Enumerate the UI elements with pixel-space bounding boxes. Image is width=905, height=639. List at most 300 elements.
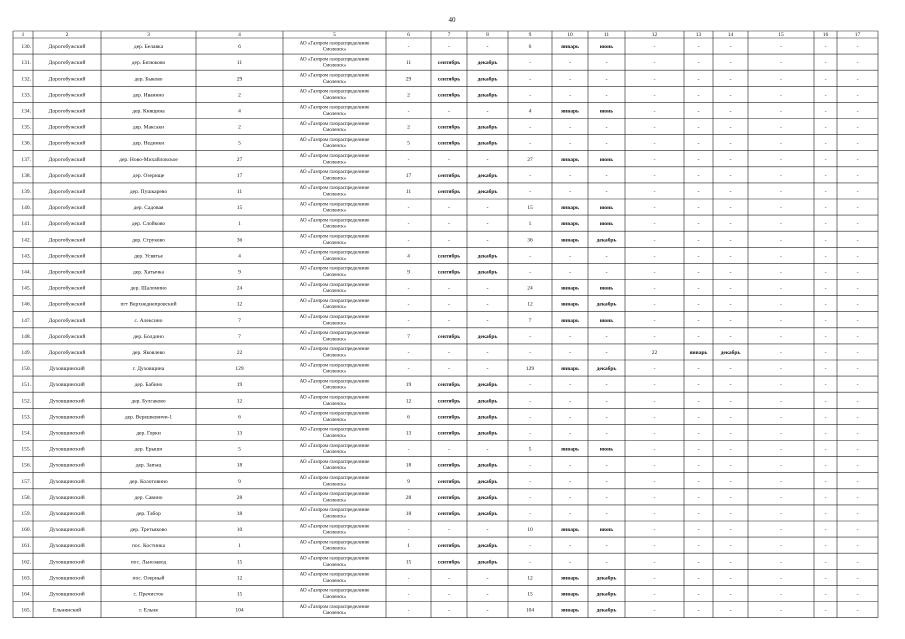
cell-c8: -	[486, 366, 489, 373]
org-name-line1: АО «Газпром газораспределение	[299, 443, 370, 449]
cell-c13: -	[697, 44, 700, 51]
cell-n: 160.	[21, 527, 31, 534]
cell-c8: декабрь	[477, 188, 498, 195]
cell-c14: -	[729, 188, 732, 195]
cell-place: г. Ельня	[139, 607, 158, 614]
cell-place: дер. Ново-Михайловское	[119, 156, 178, 163]
cell-n: 141.	[21, 221, 31, 228]
cell-c7: сентябрь	[437, 494, 461, 501]
cell-c10: -	[569, 253, 571, 260]
cell-c15: -	[780, 205, 782, 212]
cell-c11: -	[605, 60, 608, 67]
cell-c16: -	[824, 108, 827, 115]
cell-n: 146.	[21, 301, 31, 308]
cell-c10: январь	[561, 446, 579, 453]
org-name-line1: АО «Газпром газораспределение	[299, 524, 370, 530]
cell-c15: -	[780, 44, 782, 51]
table-row	[21, 396, 858, 407]
cell-c17: -	[856, 253, 859, 260]
table-row	[21, 492, 858, 503]
org-name-line1: АО «Газпром газораспределение	[299, 186, 370, 192]
cell-c10: январь	[561, 575, 579, 582]
cell-c17: -	[856, 108, 859, 115]
cell-c8: декабрь	[477, 543, 498, 550]
cell-place: дер. Заməц	[135, 462, 162, 469]
cell-c7: сентябрь	[437, 76, 461, 83]
cell-c8: декабрь	[477, 382, 498, 389]
table-row	[21, 186, 858, 197]
org-name-line1: АО «Газпром газораспределение	[299, 298, 370, 304]
cell-c10: -	[569, 60, 571, 67]
cell-place: дер. Ерыши	[134, 446, 163, 453]
cell-c11: -	[605, 140, 608, 147]
cell-district: Дорогобужский	[48, 172, 86, 179]
cell-c11: -	[605, 188, 608, 195]
cell-c16: -	[824, 591, 827, 598]
org-name-line1: АО «Газпром газораспределение	[299, 572, 370, 578]
cell-count: 9	[238, 478, 241, 485]
column-number: 6	[407, 32, 410, 39]
cell-c12: -	[653, 317, 656, 324]
cell-c13: -	[697, 559, 700, 566]
table-row	[21, 154, 858, 165]
cell-c17: -	[856, 430, 859, 437]
cell-c13: -	[697, 285, 700, 292]
table-row	[21, 267, 858, 278]
cell-c16: -	[824, 382, 827, 389]
cell-n: 149.	[21, 349, 31, 356]
cell-c16: -	[824, 253, 827, 260]
cell-count: 12	[236, 575, 243, 582]
cell-c9: -	[529, 543, 531, 550]
cell-c14: -	[729, 285, 732, 292]
cell-c14: -	[729, 543, 732, 550]
cell-district: Дорогобужский	[48, 108, 86, 115]
cell-c14: -	[729, 559, 732, 566]
cell-c11: -	[605, 124, 608, 131]
cell-place: дер. Хатычка	[133, 269, 164, 276]
cell-c14: -	[729, 269, 732, 276]
table-row	[21, 251, 858, 262]
cell-c15: -	[780, 414, 782, 421]
cell-count: 29	[236, 76, 243, 83]
cell-c8: -	[486, 285, 489, 292]
cell-c9: 129	[525, 366, 535, 373]
cell-c12: -	[653, 446, 656, 453]
org-name-line1: АО «Газпром газораспределение	[299, 202, 370, 208]
cell-c10: -	[569, 76, 571, 83]
column-number-header	[22, 32, 861, 38]
table-row	[21, 170, 858, 181]
column-number: 15	[778, 32, 784, 39]
cell-c14: -	[729, 575, 732, 582]
cell-c8: декабрь	[477, 510, 498, 517]
cell-district: Дорогобужский	[48, 237, 86, 244]
cell-place: пос. Костинка	[131, 543, 166, 550]
cell-c15: -	[780, 510, 782, 517]
org-name-line2: Смоленск»	[322, 530, 347, 536]
cell-c9: 6	[528, 44, 532, 51]
org-name-line2: Смоленск»	[322, 240, 347, 246]
cell-c9: 12	[527, 301, 533, 308]
org-name-line1: АО «Газпром газораспределение	[299, 540, 370, 546]
org-name-line2: Смоленск»	[322, 595, 347, 600]
cell-c9: 5	[528, 446, 532, 453]
cell-c11: -	[605, 543, 608, 550]
cell-c8: -	[486, 591, 489, 598]
cell-c17: -	[856, 382, 859, 389]
cell-c6: 12	[405, 398, 412, 405]
cell-c14: -	[729, 92, 732, 99]
cell-c9: 1	[528, 221, 532, 228]
cell-count: 4	[238, 253, 241, 260]
org-name-line2: Смоленск»	[322, 192, 347, 198]
cell-c16: -	[824, 124, 827, 131]
cell-district: Дорогобужский	[48, 205, 86, 212]
column-number: 14	[727, 32, 734, 39]
cell-c8: декабрь	[477, 269, 498, 276]
cell-c10: -	[569, 494, 571, 501]
cell-c7: сентябрь	[437, 253, 461, 260]
cell-n: 156.	[21, 462, 31, 469]
cell-district: Дорогобужский	[48, 60, 86, 67]
cell-c9: -	[529, 124, 531, 131]
column-number: 12	[651, 32, 658, 39]
cell-place: дер. Белавка	[133, 44, 164, 51]
cell-c13: январь	[689, 349, 708, 356]
cell-count: 15	[236, 591, 243, 598]
table-row	[21, 524, 858, 535]
cell-n: 138.	[21, 172, 31, 179]
cell-n: 153.	[21, 414, 31, 421]
cell-place: дер. Быково	[134, 76, 163, 83]
cell-place: дер. Слойково	[131, 221, 166, 228]
cell-count: 18	[236, 510, 243, 517]
cell-c6: 9	[407, 269, 410, 276]
cell-c8: декабрь	[477, 124, 498, 131]
cell-c9: -	[529, 60, 531, 67]
cell-c7: сентябрь	[437, 124, 461, 131]
cell-c7: -	[448, 591, 450, 598]
cell-c14: -	[729, 382, 732, 389]
cell-c8: декабрь	[477, 559, 498, 566]
cell-c12: -	[653, 253, 656, 260]
cell-c6: -	[407, 108, 410, 115]
cell-c12: -	[653, 430, 656, 437]
cell-c14: -	[729, 108, 732, 115]
cell-place: дер. Булгаково	[131, 398, 166, 405]
cell-c15: -	[780, 527, 782, 534]
cell-district: Дорогобужский	[48, 333, 86, 340]
table-row	[21, 605, 858, 616]
cell-c7: сентябрь	[437, 478, 461, 485]
cell-c12: -	[653, 591, 656, 598]
cell-c6: -	[407, 575, 410, 582]
cell-district: Духовщинский	[49, 510, 85, 517]
cell-count: 10	[236, 527, 243, 534]
cell-district: Духовщинский	[49, 398, 85, 405]
cell-c8: -	[486, 44, 489, 51]
cell-c17: -	[856, 188, 859, 195]
cell-c13: -	[697, 510, 700, 517]
cell-c17: -	[856, 446, 859, 453]
cell-c14: -	[729, 366, 732, 373]
cell-place: пос. Озерный	[132, 575, 165, 582]
cell-c15: -	[780, 494, 782, 501]
cell-c7: -	[448, 237, 450, 244]
cell-c7: -	[448, 527, 450, 534]
cell-count: 27	[236, 156, 243, 163]
org-name-line1: АО «Газпром газораспределение	[299, 459, 370, 465]
cell-district: Духовщинский	[49, 414, 85, 421]
cell-c13: -	[697, 462, 700, 469]
org-name-line2: Смоленск»	[322, 321, 347, 327]
cell-c13: -	[697, 156, 700, 163]
cell-c15: -	[780, 172, 782, 179]
cell-c16: -	[824, 172, 827, 179]
cell-c8: -	[486, 301, 489, 308]
cell-c14: -	[729, 414, 732, 421]
cell-c16: -	[824, 333, 827, 340]
cell-c14: -	[729, 398, 732, 405]
cell-c11: июнь	[599, 317, 614, 324]
org-name-line1: АО «Газпром газораспределение	[299, 492, 370, 498]
cell-c10: -	[569, 430, 571, 437]
cell-c14: -	[729, 430, 732, 437]
cell-c16: -	[824, 44, 827, 51]
cell-c15: -	[780, 591, 782, 598]
cell-c9: 15	[527, 205, 533, 212]
cell-c15: -	[780, 382, 782, 389]
column-number: 2	[65, 32, 69, 39]
cell-c7: сентябрь	[437, 543, 461, 550]
cell-c9: 27	[527, 156, 533, 163]
cell-place: с. Пречистое	[133, 591, 164, 598]
cell-c10: январь	[561, 221, 579, 228]
cell-c12: -	[653, 44, 656, 51]
cell-c11: -	[605, 414, 608, 421]
cell-c14: -	[729, 253, 732, 260]
cell-c11: июнь	[599, 44, 614, 51]
cell-c8: декабрь	[477, 60, 498, 67]
cell-c16: -	[824, 398, 827, 405]
cell-c7: -	[448, 349, 450, 356]
org-name-line1: АО «Газпром газораспределение	[299, 250, 370, 256]
cell-count: 36	[236, 237, 243, 244]
cell-c10: -	[569, 92, 571, 99]
cell-n: 152.	[21, 398, 31, 405]
cell-place: дер. Савино	[134, 494, 163, 501]
cell-c17: -	[856, 124, 859, 131]
cell-c16: -	[824, 76, 827, 83]
cell-c6: -	[407, 527, 410, 534]
cell-c10: -	[569, 188, 571, 195]
org-name-line2: Смоленск»	[322, 47, 347, 53]
cell-c6: -	[407, 205, 410, 212]
cell-c13: -	[697, 430, 700, 437]
cell-district: Духовщинский	[49, 494, 85, 501]
cell-c10: -	[569, 414, 571, 421]
cell-c15: -	[780, 349, 782, 356]
cell-c9: -	[529, 349, 531, 356]
cell-c9: -	[529, 559, 531, 566]
table-row	[21, 412, 858, 423]
cell-c11: -	[605, 76, 608, 83]
cell-c15: -	[780, 60, 782, 67]
cell-count: 12	[236, 301, 243, 308]
table-row	[21, 508, 858, 519]
cell-c7: -	[448, 575, 450, 582]
cell-c16: -	[824, 575, 827, 582]
cell-c13: -	[697, 575, 700, 582]
cell-c12: -	[653, 92, 656, 99]
cell-c9: 7	[528, 317, 532, 324]
cell-c11: декабрь	[596, 575, 617, 582]
org-name-line1: АО «Газпром газораспределение	[299, 105, 370, 111]
cell-place: дер. Усвятье	[134, 253, 163, 260]
cell-c10: январь	[561, 44, 579, 51]
cell-c7: сентябрь	[437, 333, 461, 340]
cell-c17: -	[856, 575, 859, 582]
cell-c13: -	[697, 382, 700, 389]
cell-n: 165.	[21, 607, 31, 614]
cell-c11: июнь	[599, 446, 614, 453]
cell-c9: 36	[527, 237, 533, 244]
cell-c11: июнь	[599, 221, 614, 228]
cell-c12: -	[653, 382, 656, 389]
cell-n: 164.	[21, 591, 31, 598]
cell-c17: -	[856, 285, 859, 292]
cell-district: Духовщинский	[49, 382, 85, 389]
cell-c17: -	[856, 172, 859, 179]
cell-c17: -	[856, 60, 859, 67]
cell-c15: -	[780, 366, 782, 373]
cell-place: дер. Горки	[136, 430, 161, 437]
org-name-line1: АО «Газпром газораспределение	[299, 234, 370, 240]
cell-c10: -	[569, 543, 571, 550]
table-row	[21, 235, 858, 246]
cell-c15: -	[780, 446, 782, 453]
table-row	[21, 218, 858, 229]
column-number: 1	[21, 32, 25, 39]
org-name-line1: АО «Газпром газораспределение	[299, 379, 370, 385]
cell-c13: -	[697, 221, 700, 228]
cell-n: 154.	[21, 430, 31, 437]
cell-c7: сентябрь	[437, 60, 461, 67]
cell-place: дер. Струково	[132, 237, 165, 244]
cell-c6: 7	[407, 333, 410, 340]
cell-c8: -	[486, 237, 489, 244]
cell-c14: -	[729, 221, 732, 228]
cell-c12: -	[653, 60, 656, 67]
cell-c17: -	[856, 414, 859, 421]
cell-c15: -	[780, 253, 782, 260]
cell-place: дер. Яковлево	[132, 349, 165, 356]
cell-c16: -	[824, 349, 827, 356]
cell-c6: 18	[405, 462, 412, 469]
cell-n: 148.	[21, 333, 31, 340]
cell-c9: 104	[525, 607, 535, 614]
cell-place: дер. Болдино	[133, 333, 164, 340]
cell-district: Духовщинский	[49, 559, 85, 566]
cell-c7: сентябрь	[437, 430, 461, 437]
cell-c8: декабрь	[477, 430, 498, 437]
cell-c15: -	[780, 462, 782, 469]
cell-c6: 4	[407, 253, 410, 260]
cell-c11: июнь	[599, 285, 614, 292]
cell-c10: январь	[561, 205, 579, 212]
cell-c6: -	[407, 237, 410, 244]
cell-district: Духовщинский	[49, 446, 85, 453]
cell-c8: -	[486, 527, 489, 534]
cell-c7: -	[448, 44, 450, 51]
cell-c7: сентябрь	[437, 92, 461, 99]
table-row	[21, 460, 858, 471]
cell-c12: -	[653, 156, 656, 163]
cell-c6: 1	[407, 543, 410, 550]
cell-district: Дорогобужский	[48, 76, 86, 83]
org-name-line2: Смоленск»	[322, 160, 347, 166]
cell-c10: -	[569, 333, 571, 340]
cell-c16: -	[824, 366, 827, 373]
cell-c6: 11	[405, 188, 412, 195]
org-name-line2: Смоленск»	[322, 63, 347, 69]
cell-c7: сентябрь	[437, 188, 461, 195]
org-name-line1: АО «Газпром газораспределение	[299, 73, 370, 79]
table-row	[21, 41, 858, 52]
cell-c8: -	[486, 108, 489, 115]
cell-place: дер. Садовая	[133, 205, 164, 212]
cell-c11: -	[605, 269, 608, 276]
cell-c7: -	[448, 285, 450, 292]
cell-c13: -	[697, 108, 700, 115]
cell-c13: -	[697, 60, 700, 67]
cell-c12: -	[653, 237, 656, 244]
cell-c7: сентябрь	[437, 510, 461, 517]
cell-c10: -	[569, 140, 571, 147]
cell-c12: -	[653, 494, 656, 501]
cell-c6: 17	[405, 172, 412, 179]
cell-c12: -	[653, 414, 656, 421]
cell-c6: -	[407, 366, 410, 373]
cell-count: 5	[238, 140, 241, 147]
org-name-line1: АО «Газпром газораспределение	[299, 266, 370, 272]
org-name-line1: АО «Газпром газораспределение	[299, 347, 370, 353]
table-body	[21, 41, 858, 616]
cell-c7: -	[448, 317, 450, 324]
cell-c11: -	[605, 430, 608, 437]
cell-place: дер. Табор	[136, 510, 161, 517]
cell-c8: декабрь	[477, 333, 498, 340]
org-name-line1: АО «Газпром газораспределение	[299, 137, 370, 143]
org-name-line2: Смоленск»	[322, 578, 347, 584]
table-row	[21, 476, 858, 487]
org-name-line2: Смоленск»	[322, 514, 347, 520]
column-number: 11	[603, 32, 610, 39]
cell-c10: январь	[561, 301, 579, 308]
cell-count: 104	[235, 607, 244, 614]
cell-c16: -	[824, 494, 827, 501]
table-row	[21, 331, 858, 342]
cell-c17: -	[856, 559, 859, 566]
org-name-line2: Смоленск»	[322, 401, 347, 407]
cell-c17: -	[856, 205, 859, 212]
cell-c14: -	[729, 591, 732, 598]
cell-count: 6	[238, 44, 241, 51]
cell-c17: -	[856, 398, 859, 405]
cell-c14: -	[729, 205, 732, 212]
cell-district: Дорогобужский	[48, 124, 86, 131]
